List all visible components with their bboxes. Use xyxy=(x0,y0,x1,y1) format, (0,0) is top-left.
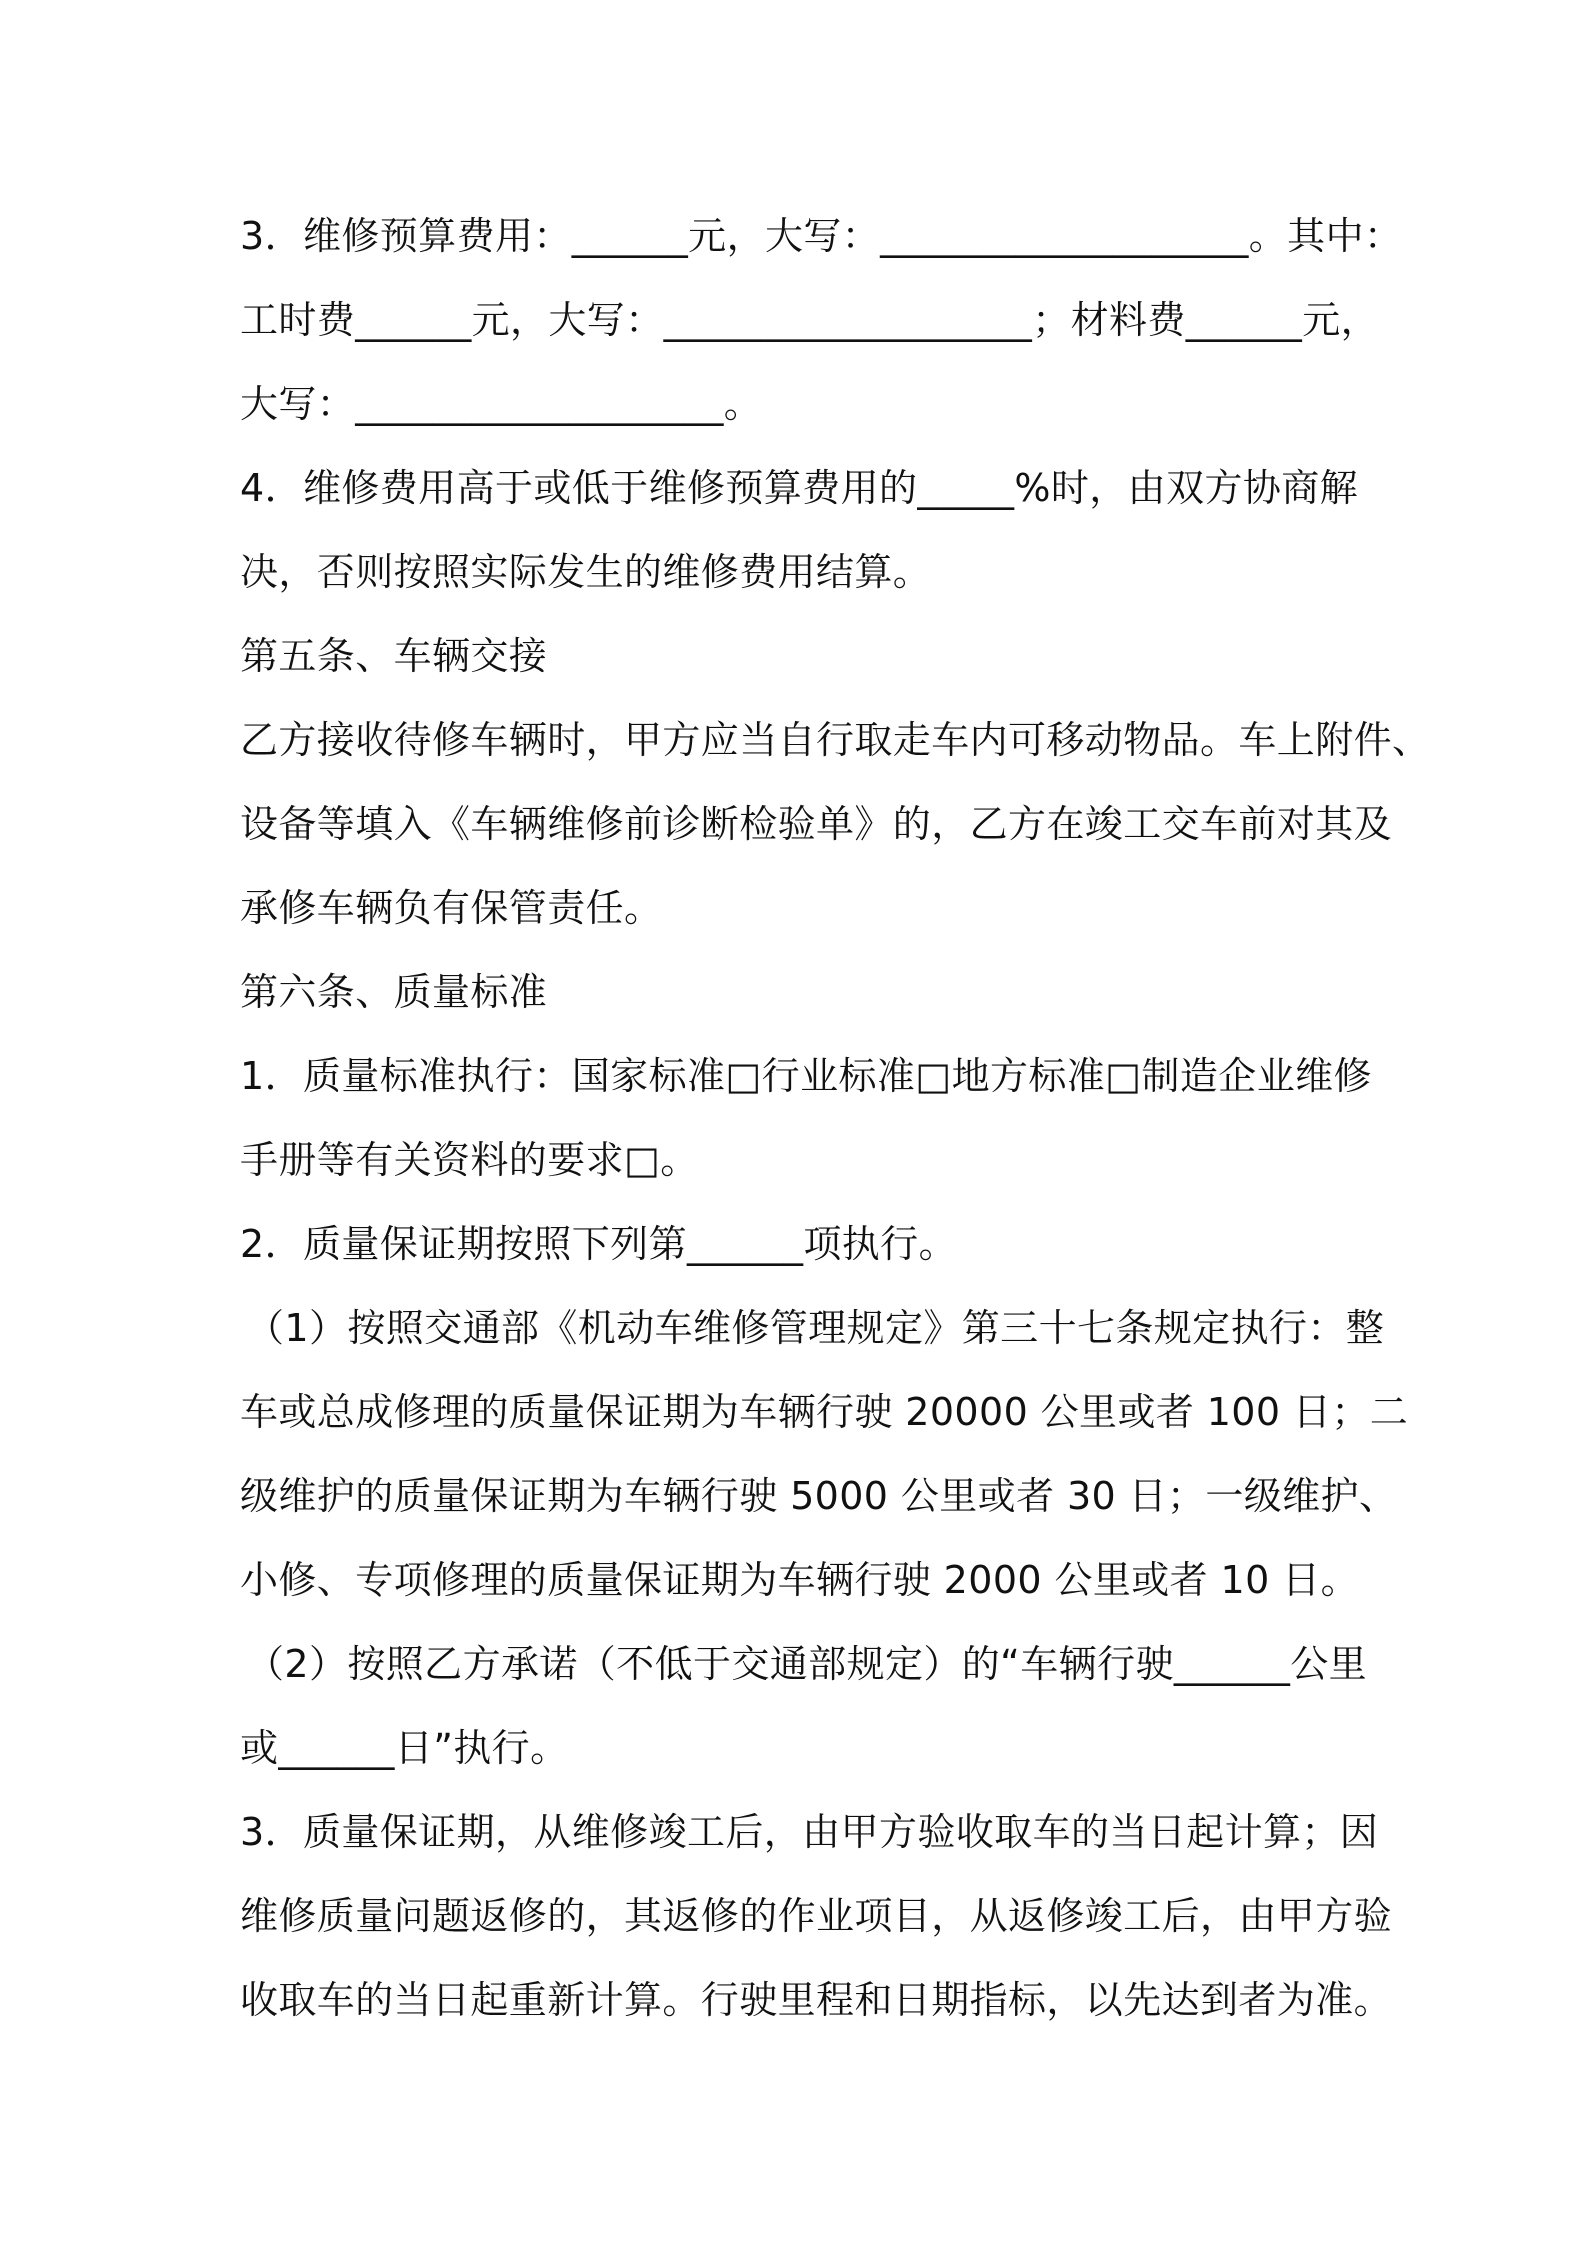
article-5-heading: 第五条、车辆交接 xyxy=(240,634,548,678)
article-6-option-1-line-2: 车或总成修理的质量保证期为车辆行驶 20000 公里或者 100 日；二 xyxy=(240,1390,1409,1434)
article-6-item-1-line-2: 手册等有关资料的要求□。 xyxy=(240,1138,699,1182)
article-6-option-1-line-3: 级维护的质量保证期为车辆行驶 5000 公里或者 30 日；一级维护、 xyxy=(240,1474,1398,1518)
article-5-text-line-3: 承修车辆负有保管责任。 xyxy=(240,886,663,930)
article-6-item-3-line-1: 3．质量保证期，从维修竣工后，由甲方验收取车的当日起计算；因 xyxy=(240,1810,1379,1854)
article-6-item-2: 2．质量保证期按照下列第______项执行。 xyxy=(240,1222,957,1266)
article-6-option-2-line-1: （2）按照乙方承诺（不低于交通部规定）的“车辆行驶______公里 xyxy=(246,1642,1368,1686)
article-6-option-2-line-2: 或______日”执行。 xyxy=(240,1726,569,1770)
clause-3-budget-line-2: 工时费______元，大写：___________________；材料费______元， xyxy=(240,298,1380,342)
clause-3-budget-line-3: 大写：___________________。 xyxy=(240,382,763,426)
article-6-heading: 第六条、质量标准 xyxy=(240,970,548,1014)
article-6-item-3-line-3: 收取车的当日起重新计算。行驶里程和日期指标，以先达到者为准。 xyxy=(240,1978,1393,2022)
article-5-text-line-2: 设备等填入《车辆维修前诊断检验单》的，乙方在竣工交车前对其及 xyxy=(240,802,1393,846)
clause-4-cost-line-2: 决，否则按照实际发生的维修费用结算。 xyxy=(240,550,932,594)
document-body xyxy=(240,194,1431,2042)
article-6-option-1-line-1: （1）按照交通部《机动车维修管理规定》第三十七条规定执行：整 xyxy=(246,1306,1385,1350)
article-5-text-line-1: 乙方接收待修车辆时，甲方应当自行取走车内可移动物品。车上附件、 xyxy=(240,718,1431,762)
article-6-item-3-line-2: 维修质量问题返修的，其返修的作业项目，从返修竣工后，由甲方验 xyxy=(240,1894,1393,1938)
article-6-option-1-line-4: 小修、专项修理的质量保证期为车辆行驶 2000 公里或者 10 日。 xyxy=(240,1558,1359,1602)
clause-3-budget-line-1: 3．维修预算费用：______元，大写：___________________。其中： xyxy=(240,214,1403,258)
article-6-item-1-line-1: 1．质量标准执行：国家标准□行业标准□地方标准□制造企业维修 xyxy=(240,1054,1372,1098)
clause-4-cost-line-1: 4．维修费用高于或低于维修预算费用的_____%时，由双方协商解 xyxy=(240,466,1359,510)
